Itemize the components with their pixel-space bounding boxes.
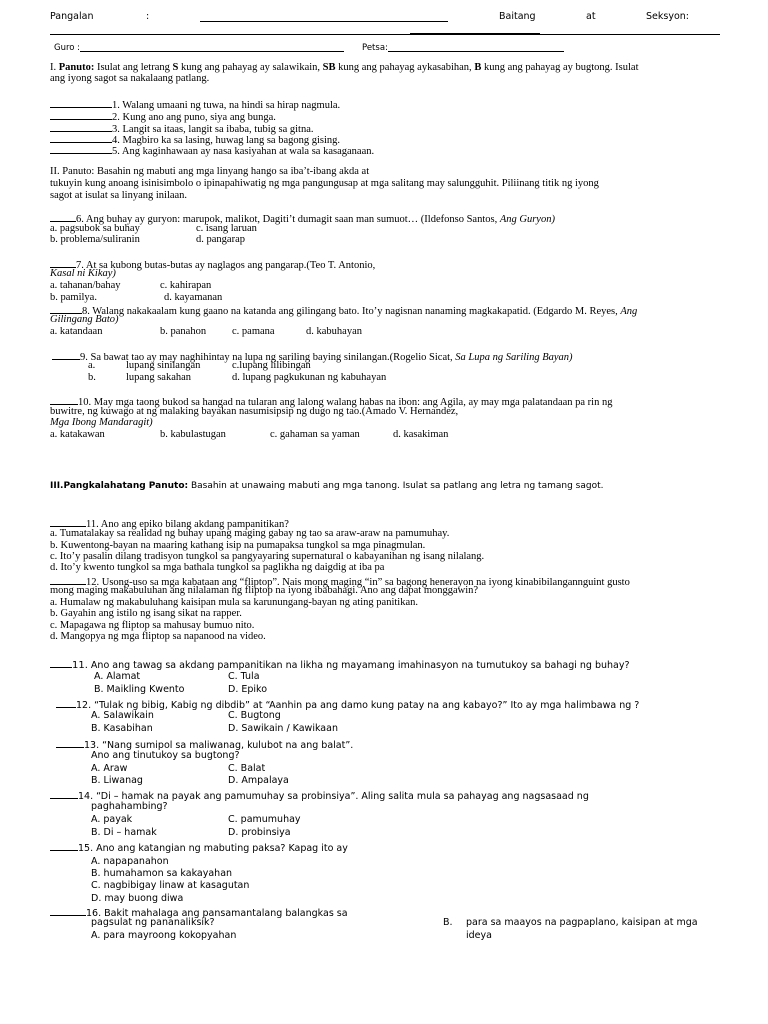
- choice: C. pamumuhay: [228, 814, 301, 825]
- choice: c. pamana: [232, 326, 275, 337]
- name-field[interactable]: [200, 21, 448, 22]
- choice: d. pangarap: [196, 234, 245, 245]
- choice: d. kabuhayan: [306, 326, 362, 337]
- choice: c. isang laruan: [196, 223, 257, 234]
- answer-blank[interactable]: [50, 97, 112, 108]
- choice: B. Maikling Kwento: [94, 684, 185, 695]
- choice: d. Mangopya ng mga fliptop sa napanood na video.: [50, 631, 266, 642]
- question-14b: 14. “Di – hamak na payak ang pamumuhay sa probinsiya”. Aling salita mula sa pahayag ang nagsasaad ng: [50, 788, 589, 803]
- question-10-work: Mga Ibong Mandaragit): [50, 417, 153, 428]
- part2-instruction: II. Panuto: Basahin ng mabuti ang mga linyang hango sa iba’t-ibang akda at: [50, 166, 370, 177]
- choice: A. para mayroong kokopyahan: [91, 930, 237, 941]
- choice: b. Kuwentong-bayan na maaring kathang isip na pumapaksa tungkol sa mga pinagmulan.: [50, 540, 426, 551]
- choice: C. Tula: [228, 671, 260, 682]
- question-11b: 11. Ano ang tawag sa akdang pampanitikan na likha ng mayamang imahinasyon na tumutukoy sa bahagi ng buhay?: [50, 657, 630, 672]
- choice: B. humahamon sa kakayahan: [91, 868, 233, 879]
- question-7: 7. At sa kubong butas-butas ay naglagos ang pangarap.(Teo T. Antonio,: [50, 257, 375, 272]
- petsa-label: Petsa:: [362, 43, 388, 53]
- at-label: at: [586, 11, 596, 22]
- question-7-work: Kasal ni Kikay): [50, 268, 116, 279]
- choice: d. kayamanan: [164, 292, 223, 303]
- choice: B. Kasabihan: [91, 723, 153, 734]
- choice: c. Mapagawa ng fliptop sa mahusay bumuo nito.: [50, 620, 255, 631]
- answer-blank[interactable]: [56, 737, 84, 748]
- choice: D. Sawikain / Kawikaan: [228, 723, 338, 734]
- pangalan-colon: :: [146, 11, 150, 22]
- part1-instruction: I. Panuto: Isulat ang letrang S kung ang pahayag ay salawikain, SB kung ang pahayag aykasabihan, B kung ang pahayag ay bugtong. Isulat: [50, 62, 639, 73]
- choice: C. nagbibigay linaw at kasagutan: [91, 880, 250, 891]
- part1-item: 1. Walang umaani ng tuwa, na hindi sa hirap nagmula.: [50, 97, 340, 112]
- question-8: 8. Walang nakakaalam kung gaano na katanda ang gilingang bato. Ito’y nagisnan nanaming magkakapatid. (Edgardo M. Reyes, Ang: [50, 303, 637, 318]
- choice: c. Ito’y pasalin dilang tradisyon tungkol sa pangyayaring supernatural o kabayanihan ng isang nilalang.: [50, 551, 485, 562]
- choice: a. tahanan/bahay: [50, 280, 121, 291]
- petsa-field[interactable]: [388, 51, 564, 52]
- part3-instruction: III.Pangkalahatang Panuto: Basahin at unawaing mabuti ang mga tanong. Isulat sa patlang ang letra ng tamang sagot.: [50, 481, 604, 491]
- question-9: 9. Sa bawat tao ay may naghihintay na lupa ng sariling baying sinilangan.(Rogelio Sicat, Sa Lupa ng Sariling Bayan): [52, 349, 573, 364]
- choice: c.lupang lilibingan: [232, 360, 311, 371]
- choice: A. payak: [91, 814, 133, 825]
- choice: b. problema/suliranin: [50, 234, 140, 245]
- question-12-line2: mong maging makabuluhan ang nilalaman ng fliptop na iyong ibabahagi. Ano ang dapat monggawin?: [50, 585, 479, 596]
- choice-letter: b.: [88, 372, 96, 383]
- choice: B. Di – hamak: [91, 827, 157, 838]
- choice: a. pagsubok sa buhay: [50, 223, 140, 234]
- choice: C. Balat: [228, 763, 266, 774]
- choice: d. Ito’y kwento tungkol sa mga bathala tungkol sa paglikha ng daigdig at iba pa: [50, 562, 385, 573]
- answer-blank[interactable]: [50, 109, 112, 120]
- answer-blank[interactable]: [50, 516, 86, 527]
- answer-blank[interactable]: [50, 657, 72, 668]
- part1-item: 3. Langit sa itaas, langit sa ibaba, tubig sa gitna.: [50, 121, 314, 136]
- part1-instruction-line2: ang iyong sagot sa nakalaang patlang.: [50, 73, 210, 84]
- choice: D. Epiko: [228, 684, 268, 695]
- question-16b-line2: pagsulat ng pananaliksik?: [91, 917, 215, 928]
- question-14b-line2: paghahambing?: [91, 801, 168, 812]
- choice: b. panahon: [160, 326, 207, 337]
- part1-item: 2. Kung ano ang puno, siya ang bunga.: [50, 109, 276, 124]
- answer-blank[interactable]: [50, 143, 112, 154]
- answer-blank[interactable]: [50, 132, 112, 143]
- choice: d. kasakiman: [393, 429, 449, 440]
- choice: lupang sinilangan: [126, 360, 201, 371]
- answer-blank[interactable]: [50, 211, 76, 222]
- part1-item: 5. Ang kaginhawaan ay nasa kasiyahan at wala sa kasaganaan.: [50, 143, 374, 158]
- question-12b: 12. “Tulak ng bibig, Kabig ng dibdib” at “Aanhin pa ang damo kung patay na ang kabayo?” Ito ay mga halimbawa ng ?: [56, 697, 639, 712]
- question-12: 12. Usong-uso sa mga kabataan ang “fliptop”. Nais mong maging “in” sa bagong henerayon na iyong kinabibilangannguint gusto: [50, 574, 630, 589]
- choice: b. kabulastugan: [160, 429, 226, 440]
- choice: b. Gayahin ang istilo ng isang sikat na rapper.: [50, 608, 242, 619]
- choice: c. gahaman sa yaman: [270, 429, 360, 440]
- question-11: 11. Ano ang epiko bilang akdang pampanitikan?: [50, 516, 289, 531]
- seksyon-label: Seksyon:: [646, 11, 689, 22]
- choice: a. Humalaw ng makabuluhang kaisipan mula sa karunungang-bayan ng ating panitikan.: [50, 597, 418, 608]
- choice-letter: B.: [443, 917, 453, 928]
- question-10-line2: buwitre, ng kuwago at ng malaking bayakan nasumisipsip ng dugo ng tao.(Amado V. Hernandez,: [50, 406, 459, 417]
- choice: C. Bugtong: [228, 710, 281, 721]
- choice-letter: a.: [88, 360, 96, 371]
- choice: D. probinsiya: [228, 827, 291, 838]
- guro-label: Guro :: [54, 43, 81, 53]
- choice: A. Araw: [91, 763, 128, 774]
- answer-blank[interactable]: [50, 905, 86, 916]
- part2-instruction-line3: sagot at isulat sa linyang inilaan.: [50, 190, 188, 201]
- part2-instruction-line2: tukuyin kung anoang isinisimbolo o ipinapahiwatig ng mga pangungusap at mga salitang may salungguhit. Piliinang titik ng iyong: [50, 178, 599, 189]
- choice-continuation: ideya: [466, 930, 492, 941]
- question-13b: 13. “Nang sumipol sa maliwanag, kulubot na ang balat”.: [56, 737, 353, 752]
- header-divider: [50, 34, 720, 35]
- answer-blank[interactable]: [50, 840, 78, 851]
- answer-blank[interactable]: [52, 349, 80, 360]
- answer-blank[interactable]: [50, 788, 78, 799]
- choice: A. napapanahon: [91, 856, 169, 867]
- question-8-work: Gilingang Bato): [50, 314, 119, 325]
- choice: a. Tumatalakay sa realidad ng buhay upang maging gabay ng tao sa araw-araw na pamumuhay.: [50, 528, 450, 539]
- choice: A. Salawikain: [91, 710, 154, 721]
- choice: B. Liwanag: [91, 775, 143, 786]
- choice: D. may buong diwa: [91, 893, 184, 904]
- question-13b-line2: Ano ang tinutukoy sa bugtong?: [91, 750, 240, 761]
- answer-blank[interactable]: [50, 121, 112, 132]
- answer-blank[interactable]: [50, 303, 82, 314]
- guro-field[interactable]: [80, 51, 344, 52]
- answer-blank[interactable]: [50, 394, 78, 405]
- question-10: 10. May mga taong bukod sa hangad na tularan ang lalong walang habas na ibon: ang Agila, ay may mga palatandaan pa rin ng: [50, 394, 612, 409]
- choice: lupang sakahan: [126, 372, 192, 383]
- choice: d. lupang pagkukunan ng kabuhayan: [232, 372, 387, 383]
- choice: a. katakawan: [50, 429, 105, 440]
- choice: c. kahirapan: [160, 280, 212, 291]
- choice: D. Ampalaya: [228, 775, 289, 786]
- choice: para sa maayos na pagpaplano, kaisipan at mga: [466, 917, 698, 928]
- choice: b. pamilya.: [50, 292, 97, 303]
- answer-blank[interactable]: [56, 697, 76, 708]
- answer-blank[interactable]: [50, 574, 86, 585]
- question-15b: 15. Ano ang katangian ng mabuting paksa? Kapag ito ay: [50, 840, 348, 855]
- answer-blank[interactable]: [50, 257, 76, 268]
- question-6: 6. Ang buhay ay guryon: marupok, malikot, Dagiti’t dumagit saan man sumuot… (Ildefonso Santos, Ang Guryon): [50, 211, 555, 226]
- choice: a. katandaan: [50, 326, 103, 337]
- question-16b: 16. Bakit mahalaga ang pansamantalang balangkas sa: [50, 905, 348, 920]
- pangalan-label: Pangalan: [50, 11, 94, 22]
- baitang-label: Baitang: [499, 11, 536, 22]
- part1-item: 4. Magbiro ka sa lasing, huwag lang sa bagong gising.: [50, 132, 340, 147]
- choice: A. Alamat: [94, 671, 141, 682]
